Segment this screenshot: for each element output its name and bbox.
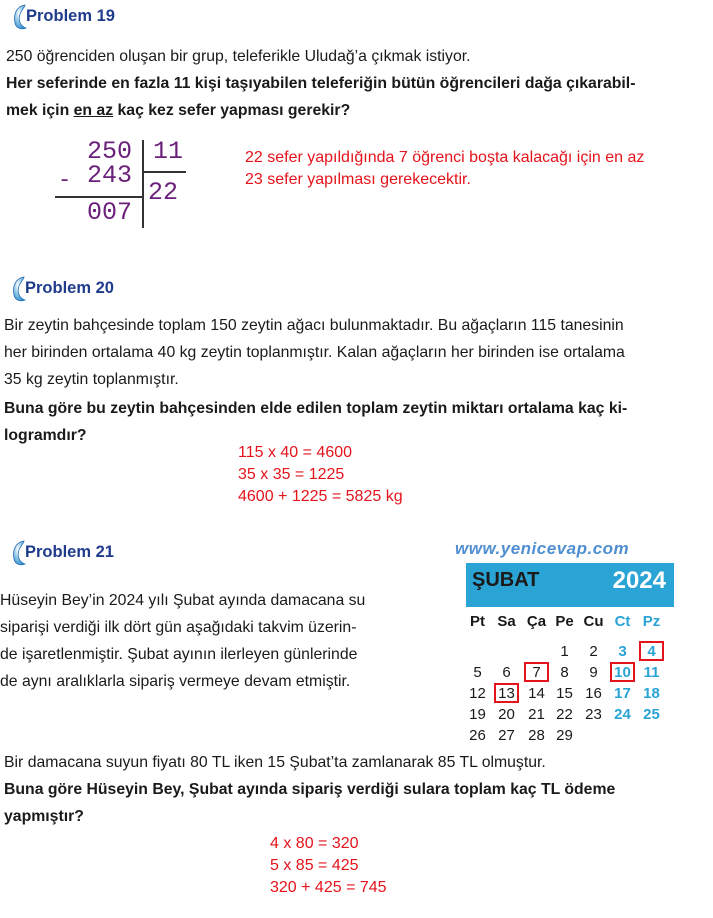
calendar-day: 18 bbox=[643, 685, 660, 702]
calendar-day: 4 bbox=[647, 643, 656, 660]
calendar-month: ŞUBAT bbox=[472, 569, 540, 591]
underlined-text: en az bbox=[73, 102, 114, 119]
calendar-day: 14 bbox=[528, 685, 545, 702]
division-subtract: 243 bbox=[87, 161, 133, 190]
calendar-marked-day-ring bbox=[494, 683, 519, 703]
problem-21-text-line2: siparişi verdiği ilk dört gün aşağıdaki takvim üzerin- bbox=[0, 619, 357, 636]
problem-21-answer-line3: 320 + 425 = 745 bbox=[270, 879, 387, 896]
calendar-day: 7 bbox=[532, 664, 541, 681]
calendar-day: 3 bbox=[618, 643, 627, 660]
problem-19-question-line2 bbox=[6, 97, 350, 124]
problem-20-title: Problem 20 bbox=[25, 279, 114, 297]
calendar-day-header: Cu bbox=[583, 613, 604, 630]
calendar-day-header: Pe bbox=[555, 613, 574, 630]
calendar-day: 15 bbox=[556, 685, 573, 702]
division-quotient-line bbox=[143, 171, 186, 173]
calendar-marked-day-ring bbox=[524, 662, 549, 682]
problem-20-answer-line1: 115 x 40 = 4600 bbox=[238, 444, 353, 461]
problem-20-text-line3: 35 kg zeytin toplanmıştır. bbox=[4, 371, 179, 388]
calendar-marked-day-ring bbox=[610, 662, 635, 682]
problem-19-question-line1: Her seferinde en fazla 11 kişi taşıyabilen teleferiğin bütün öğrencileri dağa çıkarabil- bbox=[6, 75, 636, 92]
problem-21-text-line3: de işaretlenmiştir. Şubat ayının ilerleyen günlerinde bbox=[0, 646, 358, 663]
problem-19-text: 250 öğrenciden oluşan bir grup, teleferikle Uludağ’a çıkmak istiyor. bbox=[6, 48, 471, 65]
problem-20-answer-line2: 35 x 35 = 1225 bbox=[238, 466, 345, 483]
calendar-day: 11 bbox=[643, 664, 660, 681]
watermark: www.yenicevap.com bbox=[455, 539, 630, 558]
division-quotient: 22 bbox=[148, 178, 179, 207]
question-text: mek için bbox=[6, 102, 74, 119]
calendar-day: 24 bbox=[614, 706, 631, 723]
problem-21-question-line2: yapmıştır? bbox=[4, 808, 84, 825]
calendar-day: 17 bbox=[614, 685, 631, 702]
calendar-day: 25 bbox=[643, 706, 660, 723]
problem-21-price-line: Bir damacana suyun fiyatı 80 TL iken 15 Şubat’ta zamlanarak 85 TL olmuştur. bbox=[4, 754, 546, 771]
calendar-day: 6 bbox=[502, 664, 511, 681]
problem-19-answer-line1: 22 sefer yapıldığında 7 öğrenci boşta kalacağı için en az bbox=[245, 149, 645, 166]
question-text: kaç kez sefer yapması gerekir? bbox=[113, 102, 351, 119]
calendar-day: 13 bbox=[498, 685, 515, 702]
problem-21-question-line1: Buna göre Hüseyin Bey, Şubat ayında sipariş verdiği sulara toplam kaç TL ödeme bbox=[4, 781, 616, 798]
problem-20-question-line1: Buna göre bu zeytin bahçesinden elde edilen toplam zeytin miktarı ortalama kaç ki- bbox=[4, 400, 628, 417]
calendar-day: 12 bbox=[469, 685, 486, 702]
calendar-day-header: Ça bbox=[526, 613, 547, 630]
calendar-day-header: Pz bbox=[642, 613, 661, 630]
problem-19-answer-line2: 23 sefer yapılması gerekecektir. bbox=[245, 171, 471, 188]
calendar-day: 8 bbox=[560, 664, 569, 681]
problem-19-title: Problem 19 bbox=[26, 7, 115, 25]
calendar-day: 26 bbox=[469, 727, 486, 744]
calendar-day: 22 bbox=[556, 706, 573, 723]
problem-21-answer-line2: 5 x 85 = 425 bbox=[270, 857, 359, 874]
calendar-day: 5 bbox=[473, 664, 482, 681]
calendar-day: 23 bbox=[585, 706, 602, 723]
division-vertical-line bbox=[142, 140, 144, 228]
problem-21-text-line4: de aynı aralıklarla sipariş vermeye devam etmiştir. bbox=[0, 673, 351, 690]
problem-20-question-line2: logramdır? bbox=[4, 427, 87, 444]
calendar-day: 28 bbox=[528, 727, 545, 744]
division-divisor: 11 bbox=[153, 137, 184, 166]
calendar-day-header: Ct bbox=[614, 613, 631, 630]
calendar-marked-day-ring bbox=[639, 641, 664, 661]
calendar-day-header: Pt bbox=[470, 613, 485, 630]
problem-21-answer-line1: 4 x 80 = 320 bbox=[270, 835, 359, 852]
problem-21-title: Problem 21 bbox=[25, 543, 114, 561]
division-remainder: 007 bbox=[87, 198, 133, 227]
calendar-day: 2 bbox=[589, 643, 598, 660]
calendar-day: 19 bbox=[469, 706, 486, 723]
calendar-day: 29 bbox=[556, 727, 573, 744]
calendar-day: 20 bbox=[498, 706, 515, 723]
calendar-day: 10 bbox=[614, 664, 631, 681]
calendar-day: 21 bbox=[528, 706, 545, 723]
calendar-day: 16 bbox=[585, 685, 602, 702]
division-minus: - bbox=[58, 168, 72, 193]
problem-20-answer-line3: 4600 + 1225 = 5825 kg bbox=[238, 488, 403, 505]
problem-20-text-line2: her birinden ortalama 40 kg zeytin toplanmıştır. Kalan ağaçların her birinden ise ortalama bbox=[4, 344, 625, 361]
calendar-day: 9 bbox=[589, 664, 598, 681]
problem-20-text-line1: Bir zeytin bahçesinde toplam 150 zeytin ağacı bulunmaktadır. Bu ağaçların 115 tanesinin bbox=[4, 317, 624, 334]
calendar-day: 27 bbox=[498, 727, 515, 744]
division-dividend: 250 bbox=[87, 137, 133, 166]
calendar-header bbox=[466, 563, 674, 607]
calendar-year: 2024 bbox=[612, 567, 666, 594]
division-subtraction-line bbox=[55, 196, 143, 198]
problem-21-text-line1: Hüseyin Bey’in 2024 yılı Şubat ayında damacana su bbox=[0, 592, 366, 609]
calendar-day-header: Sa bbox=[497, 613, 516, 630]
calendar-day: 1 bbox=[560, 643, 569, 660]
